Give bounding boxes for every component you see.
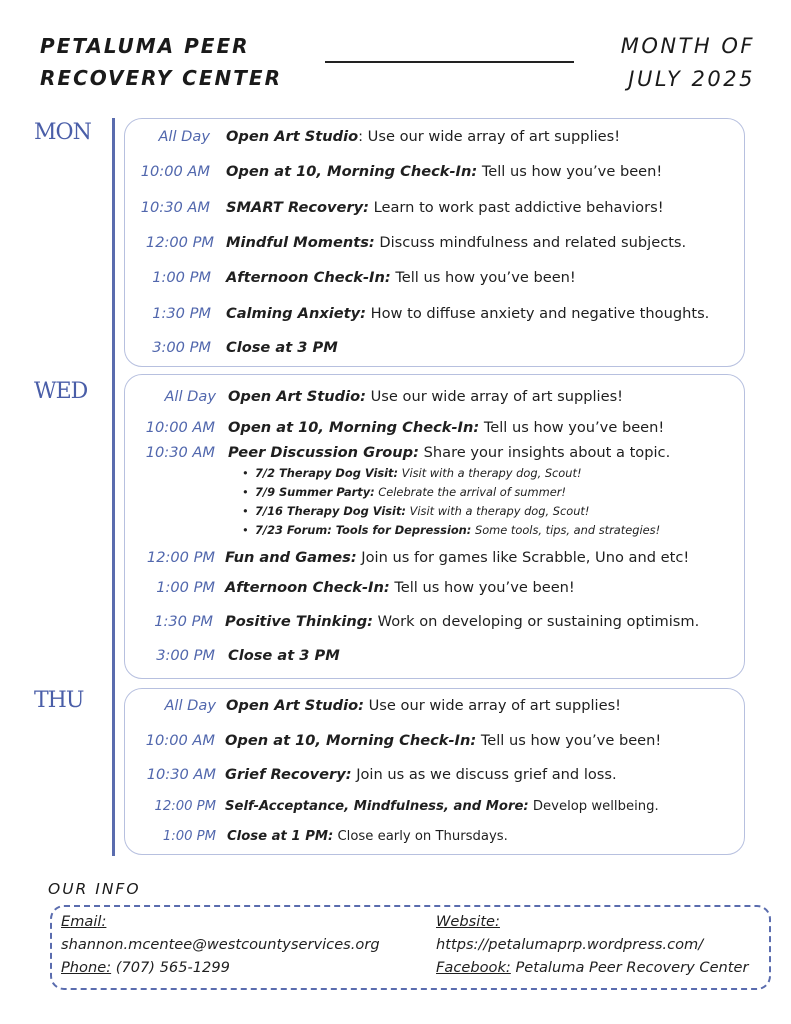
- event-time: 1:00 PM: [156, 579, 215, 596]
- topic-item: • 7/16 Therapy Dog Visit: Visit with a therapy dog, Scout!: [255, 504, 589, 518]
- event-desc: Close at 1 PM: Close early on Thursdays.: [227, 829, 508, 844]
- event-desc: Self-Acceptance, Mindfulness, and More: Develop wellbeing.: [225, 799, 659, 814]
- website-label: Website:: [436, 913, 500, 930]
- topic-item: • 7/2 Therapy Dog Visit: Visit with a therapy dog, Scout!: [255, 466, 582, 480]
- topic-title: 7/9 Summer Party:: [255, 485, 375, 499]
- event-desc: [228, 647, 340, 664]
- topic-title: 7/23 Forum: Tools for Depression:: [255, 523, 472, 537]
- facebook-link[interactable]: Petaluma Peer Recovery Center: [510, 959, 749, 976]
- event-time: All Day: [164, 697, 216, 714]
- header-divider: [325, 61, 574, 63]
- org-name: [40, 30, 282, 94]
- event-time: 10:30 AM: [140, 199, 210, 216]
- org-name-line2: RECOVERY CENTER: [40, 66, 282, 90]
- event-title: Mindful Moments:: [226, 234, 375, 251]
- email-label: Email:: [61, 913, 107, 930]
- topic-title: 7/2 Therapy Dog Visit:: [255, 466, 399, 480]
- event-title: Open at 10, Morning Check-In:: [225, 732, 477, 749]
- day-label-mon: MON: [34, 120, 91, 145]
- event-desc: Open Art Studio: Use our wide array of art supplies!: [226, 697, 622, 714]
- event-time: 10:30 AM: [146, 766, 216, 783]
- month-line1: MONTH OF: [620, 34, 755, 58]
- event-desc: Calming Anxiety: How to diffuse anxiety and negative thoughts.: [226, 305, 710, 322]
- event-time: 1:30 PM: [154, 613, 213, 630]
- event-title: Afternoon Check-In:: [226, 269, 391, 286]
- event-desc: Open at 10, Morning Check-In: Tell us how you’ve been!: [225, 732, 662, 749]
- website-link[interactable]: https://petalumaprp.wordpress.com/: [436, 936, 704, 953]
- event-desc: Grief Recovery: Join us as we discuss grief and loss.: [225, 766, 617, 783]
- event-title: Open at 10, Morning Check-In:: [226, 163, 478, 180]
- event-title: Open Art Studio: [226, 128, 359, 145]
- event-title: Grief Recovery:: [225, 766, 352, 783]
- event-desc: Peer Discussion Group: Share your insights about a topic.: [228, 444, 671, 461]
- event-time: 3:00 PM: [156, 647, 215, 664]
- event-title: Positive Thinking:: [225, 613, 373, 630]
- month-line2: JULY 2025: [628, 67, 755, 91]
- day-label-thu: THU: [34, 688, 84, 713]
- event-desc: Afternoon Check-In: Tell us how you’ve been!: [226, 269, 576, 286]
- org-name-line1: PETALUMA PEER: [40, 34, 250, 58]
- phone-label: Phone:: [61, 959, 112, 976]
- event-time: All Day: [158, 128, 210, 145]
- event-desc: Open Art Studio: Use our wide array of art supplies!: [226, 128, 621, 145]
- phone-line: [61, 959, 230, 976]
- topic-item: • 7/9 Summer Party: Celebrate the arrival of summer!: [255, 485, 566, 499]
- event-desc: Open Art Studio: Use our wide array of art supplies!: [228, 388, 624, 405]
- event-desc: Mindful Moments: Discuss mindfulness and related subjects.: [226, 234, 687, 251]
- event-time: 10:30 AM: [145, 444, 215, 461]
- event-title: Afternoon Check-In:: [225, 579, 390, 596]
- event-time: All Day: [164, 388, 216, 405]
- event-time: 1:30 PM: [152, 305, 211, 322]
- schedule-box-wed: [124, 374, 745, 679]
- event-time: 1:00 PM: [162, 829, 216, 844]
- event-title: Fun and Games:: [225, 549, 357, 566]
- event-title: Open Art Studio:: [228, 388, 366, 405]
- event-desc: Fun and Games: Join us for games like Scrabble, Uno and etc!: [225, 549, 690, 566]
- event-time: 3:00 PM: [152, 339, 211, 356]
- event-desc: [226, 339, 338, 356]
- facebook-label: Facebook:: [436, 959, 511, 976]
- topic-title: 7/16 Therapy Dog Visit:: [255, 504, 406, 518]
- event-desc: Positive Thinking: Work on developing or sustaining optimism.: [225, 613, 700, 630]
- event-time: 12:00 PM: [146, 549, 215, 566]
- month-heading: [621, 30, 755, 96]
- event-time: 12:00 PM: [154, 799, 216, 814]
- event-time: 10:00 AM: [140, 163, 210, 180]
- facebook-line: [436, 959, 749, 976]
- event-desc: SMART Recovery: Learn to work past addictive behaviors!: [226, 199, 664, 216]
- info-heading: OUR INFO: [48, 880, 141, 898]
- event-desc: Open at 10, Morning Check-In: Tell us how you’ve been!: [226, 163, 663, 180]
- phone-number[interactable]: (707) 565-1299: [111, 959, 230, 976]
- event-title: Open Art Studio:: [226, 697, 364, 714]
- event-title: Calming Anxiety:: [226, 305, 367, 322]
- event-desc: Open at 10, Morning Check-In: Tell us how you’ve been!: [228, 419, 665, 436]
- topic-item: • 7/23 Forum: Tools for Depression: Some tools, tips, and strategies!: [255, 523, 660, 537]
- event-title: SMART Recovery:: [226, 199, 369, 216]
- schedule-box-thu: [124, 688, 745, 855]
- schedule-vertical-rule: [112, 118, 115, 856]
- event-title: Open at 10, Morning Check-In:: [228, 419, 480, 436]
- event-title: Close at 3 PM: [228, 647, 340, 664]
- event-time: 10:00 AM: [145, 419, 215, 436]
- email-link[interactable]: shannon.mcentee@westcountyservices.org: [61, 936, 380, 953]
- event-time: 12:00 PM: [145, 234, 214, 251]
- event-desc: Afternoon Check-In: Tell us how you’ve been!: [225, 579, 575, 596]
- event-title: Close at 3 PM: [226, 339, 338, 356]
- schedule-box-mon: [124, 118, 745, 367]
- event-time: 1:00 PM: [152, 269, 211, 286]
- event-title: Self-Acceptance, Mindfulness, and More:: [225, 799, 529, 814]
- event-time: 10:00 AM: [145, 732, 215, 749]
- event-title: Peer Discussion Group:: [228, 444, 419, 461]
- day-label-wed: WED: [34, 379, 88, 404]
- event-title: Close at 1 PM:: [227, 829, 334, 844]
